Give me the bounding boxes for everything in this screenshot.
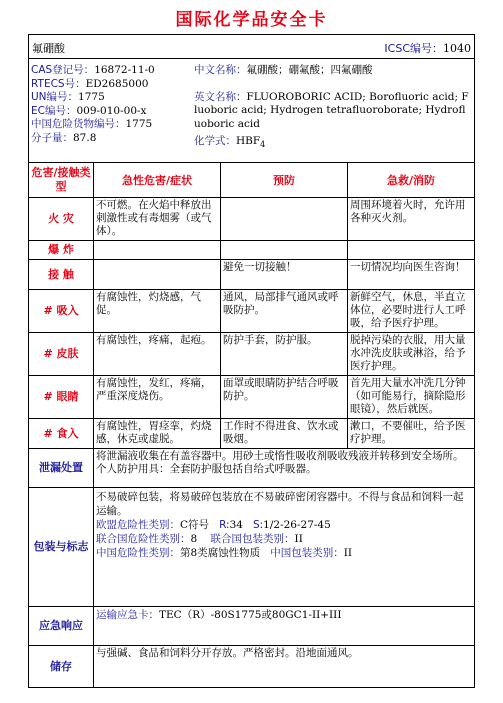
chemical-name: 氟硼酸 [32, 42, 65, 55]
packaging-content [94, 489, 474, 604]
cell-skin-aid: 脱掉污染的衣服，用大量水冲洗皮肤或淋浴，给予医疗护理。 [350, 334, 466, 372]
formula-row: 化学式：$HBF_4$ [194, 135, 266, 150]
storage-text: 与强碱、食品和饲料分开存放。严格密封。沿地面通风。 [96, 647, 359, 659]
cn-danger-row: 中国危险货物编号：1775 [31, 118, 153, 130]
cell-ingestion-hazard: 有腐蚀性，胃痉挛，灼烧感，休克或虚脱。 [96, 420, 212, 445]
un-row: UN编号：1775 [31, 91, 105, 103]
row-type-eyes: # 眼睛 [43, 390, 79, 403]
divider [29, 606, 474, 607]
row-type-contact: 接 触 [48, 267, 74, 281]
cell-contact-aid: 一切情况均向医生咨询！ [350, 261, 466, 273]
cas-row: CAS登记号：16872-11-0 [31, 64, 155, 76]
spill-text: 将泄漏液收集在有盖容器中。用砂土或惰性吸收剂吸收残液并转移到安全场所。个人防护用具：全套防护服包括自给式呼吸器。 [96, 450, 464, 475]
cell-contact-hazard [94, 260, 220, 289]
card-title: 国际化学品安全卡 [175, 10, 328, 30]
emergency-label: 应急响应 [39, 619, 83, 632]
cell-explosion-aid [348, 241, 474, 259]
cell-fire-aid: 周围环境着火时，允许用各种灭火剂。 [350, 199, 466, 224]
mw-row: 分子量：87.8 [31, 131, 97, 144]
cell-ingestion-aid: 漱口，不要催吐，给予医疗护理。 [350, 420, 466, 445]
cell-explosion-prevention [221, 241, 347, 259]
cell-skin-hazard: 有腐蚀性，疼痛，起疱。 [96, 334, 212, 346]
cell-explosion-hazard [94, 241, 220, 259]
cell-inhalation-hazard: 有腐蚀性，灼烧感，气促。 [96, 291, 201, 316]
identifiers-block [31, 64, 155, 145]
cell-eyes-hazard: 有腐蚀性，发红，疼痛，严重深度烧伤。 [96, 377, 212, 402]
divider [29, 58, 474, 59]
spill-label: 泄漏处置 [39, 461, 83, 474]
cell-eyes-prevention: 面罩或眼睛防护结合呼吸防护。 [223, 377, 339, 402]
eu-classification: 欧盟危险性类别：C符号 R:34 S:1/2-26-27-45 [96, 519, 331, 531]
ec-row: EC编号：009-010-00-x [31, 104, 147, 117]
cn-name-row: 中文名称：氟硼酸；硼氟酸；四氟硼酸 [194, 64, 373, 76]
cell-inhalation-aid: 新鲜空气，休息，半直立体位，必要时进行人工呼吸，给予医疗护理。 [350, 291, 466, 329]
cell-inhalation-prevention: 通风，局部排气通风或呼吸防护。 [223, 291, 339, 316]
divider [29, 487, 474, 488]
storage-label: 储存 [50, 659, 72, 673]
row-type-skin: # 皮肤 [43, 347, 79, 360]
row-type-fire: 火 灾 [48, 212, 74, 225]
cell-eyes-aid: 首先用大量水冲洗几分钟（如可能易行，摘除隐形眼镜），然后就医。 [350, 377, 466, 415]
row-type-inhalation: # 吸入 [43, 304, 79, 317]
cn-classification: 中国危险性类别：第8类腐蚀性物质 中国包装类别：II [96, 547, 352, 559]
packaging-text: 不易破碎包装，将易破碎包装放在不易破碎密闭容器中。不得与食品和饲料一起运输。 [96, 491, 464, 517]
header-aid: 急救/消防 [386, 174, 436, 187]
en-name-row: 英文名称：FLUOROBORIC ACID; Borofluoric acid; Fluoboric acid; Hydrogen tetrafluoroborate; Hydrofluoboric acid [194, 90, 469, 130]
cell-ingestion-prevention: 工作时不得进食、饮水或吸烟。 [223, 420, 339, 445]
header-hazard: 急性危害/症状 [121, 174, 193, 187]
rtecs-row: RTECS号：ED2685000 [31, 77, 149, 90]
cell-skin-prevention: 防护手套，防护服。 [223, 334, 318, 346]
row-type-ingestion: # 食入 [43, 426, 79, 440]
cell-fire-prevention [221, 198, 347, 240]
emergency-content: 运输应急卡：TEC（R）-80S1775或80GC1-II+III [96, 609, 342, 621]
icsc-number: ICSC编号：1040 [384, 42, 471, 55]
header-prevention: 预防 [273, 174, 295, 187]
cell-contact-prevention: 避免一切接触！ [223, 261, 297, 273]
row-type-explosion: 爆 炸 [48, 243, 74, 256]
header-type: 危害/接触类型 [31, 166, 91, 193]
cell-fire-hazard: 不可燃。在火焰中释放出刺激性或有毒烟雾（或气体）。 [96, 199, 212, 237]
packaging-label: 包装与标志 [33, 540, 89, 553]
un-classification: 联合国危险性类别：8 联合国包装类别：II [96, 533, 303, 545]
names-block [194, 64, 470, 152]
